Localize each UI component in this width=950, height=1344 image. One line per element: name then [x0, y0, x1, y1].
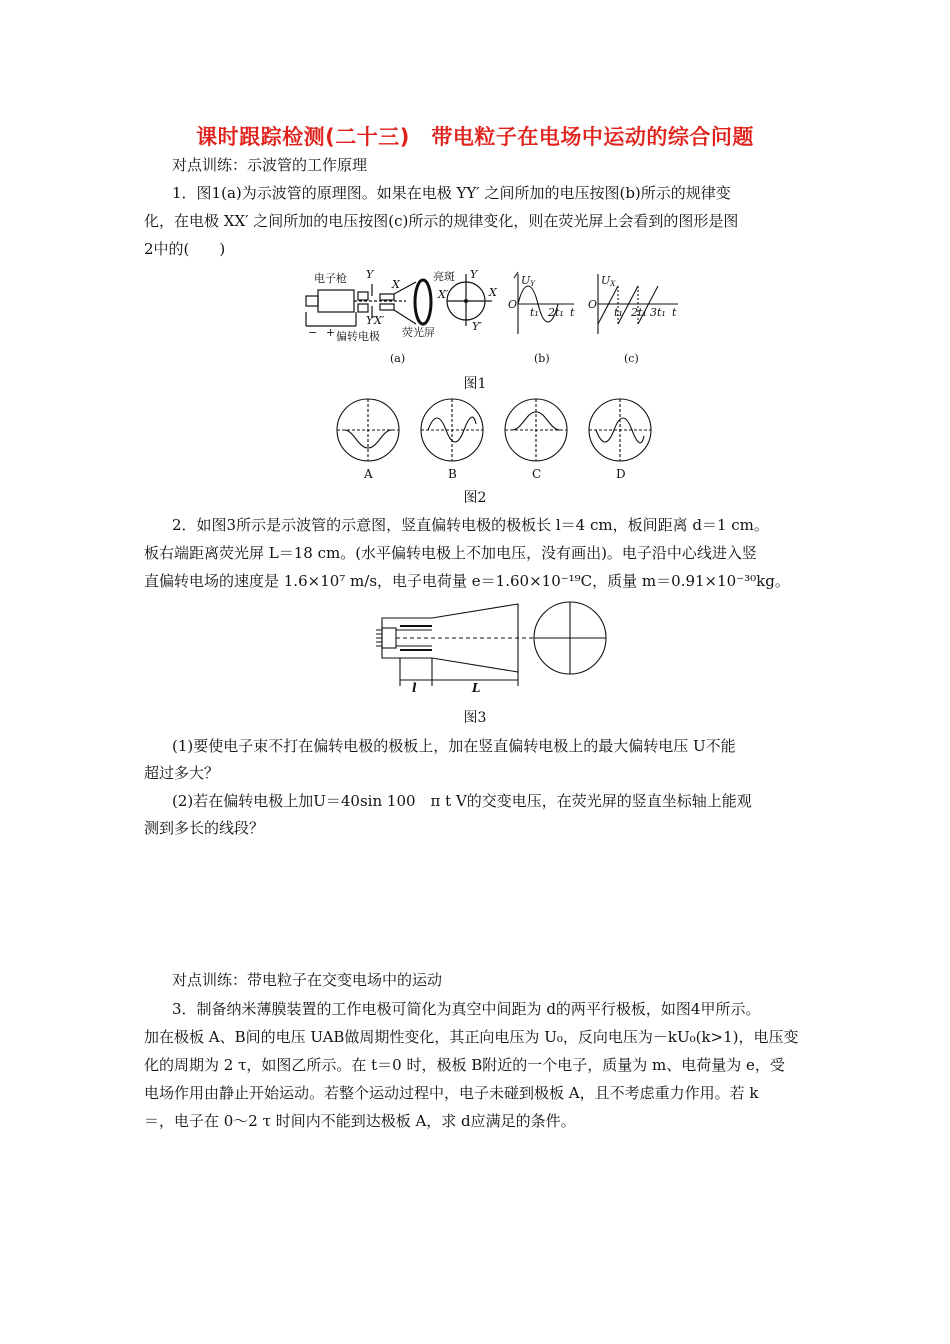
q3-line-1: 3．制备纳米薄膜装置的工作电极可简化为真空中间距为 d的两平行极板，如图4甲所示。 [172, 1000, 761, 1018]
q2-sub2-line-1: (2)若在偏转电极上加U＝40sin 100 π t V的交变电压，在荧光屏的竖直坐标轴上能观 [172, 792, 752, 810]
q2-sub1-line-2: 超过多大？ [144, 764, 220, 782]
figure-3-caption: 图3 [463, 710, 487, 726]
q3-line-3: 化的周期为 2 τ，如图乙所示。在 t＝0 时，极板 B附近的一个电子，质量为 m、电荷量为 e，受 [144, 1056, 785, 1074]
label-c: (c) [624, 352, 639, 365]
q3-line-5: ＝，电子在 0～2 τ 时间内不能到达极板 A，求 d应满足的条件。 [144, 1112, 576, 1130]
screen-yp-label: Y′ [472, 320, 482, 333]
screen-label: 荧光屏 [402, 326, 435, 339]
option-c-graph [505, 399, 567, 461]
q3-line-2: 加在极板 A、B间的电压 UAB做周期性变化，其正向电压为 U₀，反向电压为－kU₀(k>1)，电压变 [144, 1028, 799, 1046]
q2-line-1: 2．如图3所示是示波管的示意图，竖直偏转电极的极板长 l＝4 cm，板间距离 d＝1 cm。 [172, 516, 769, 534]
b-2t1: 2t₁ [548, 306, 564, 319]
screen-xp-label: X′ [438, 288, 449, 301]
option-d-graph [589, 399, 651, 461]
label-a: (a) [390, 352, 406, 365]
plus-sign: + [326, 326, 336, 339]
section-heading-2: 对点训练：带电粒子在交变电场中的运动 [172, 971, 443, 989]
q3-line-4: 电场作用由静止开始运动。若整个运动过程中，电子未碰到极板 A，且不考虑重力作用。若 k [144, 1084, 759, 1102]
x-label: X [392, 278, 400, 291]
length-l-label: l [412, 681, 417, 695]
c-2t1: 2t₁ [631, 306, 647, 319]
xp-label: X′ [374, 314, 385, 327]
label-b: (b) [534, 352, 550, 365]
q2-sub2-line-2: 测到多长的线段？ [144, 819, 265, 837]
page-title: 课时跟踪检测(二十三) 带电粒子在电场中运动的综合问题 [196, 125, 754, 149]
figure-1-caption: 图1 [463, 376, 487, 392]
option-d-label: D [616, 467, 626, 481]
b-t: t [570, 306, 575, 319]
yp-label: Y′ [366, 314, 376, 327]
y-label: Y [366, 268, 374, 281]
spot-label: 亮斑 [433, 270, 455, 283]
option-c-label: C [532, 467, 542, 481]
figure-3 [370, 600, 615, 696]
c-origin: O [588, 298, 598, 311]
minus-sign: − [308, 326, 318, 339]
q1-line-2: 化，在电极 XX′ 之间所加的电压按图(c)所示的规律变化，则在荧光屏上会看到的图形是图 [144, 212, 739, 230]
figure-1 [296, 264, 686, 372]
q1-line-1: 1．图1(a)为示波管的原理图。如果在电极 YY′ 之间所加的电压按图(b)所示的规律变 [172, 184, 731, 202]
c-axis-label: UX [601, 274, 616, 288]
q2-line-3: 直偏转电场的速度是 1.6×10⁷ m/s，电子电荷量 e＝1.60×10⁻¹⁹C，质量 m＝0.91×10⁻³⁰kg。 [144, 572, 790, 590]
c-3t1: 3t₁ [650, 306, 666, 319]
b-t1: t₁ [530, 306, 539, 319]
q1-line-3: 2中的( ) [144, 240, 226, 258]
length-L-label: L [472, 681, 481, 695]
c-t: t [672, 306, 677, 319]
q2-sub1-line-1: (1)要使电子束不打在偏转电极的极板上，加在竖直偏转电极上的最大偏转电压 U不能 [172, 737, 736, 755]
screen-x-label: X [489, 286, 497, 299]
screen-y-label: Y [470, 268, 478, 281]
electron-gun [318, 290, 354, 312]
section-heading-1: 对点训练：示波管的工作原理 [172, 156, 368, 174]
gun-label: 电子枪 [314, 272, 347, 285]
option-b-label: B [448, 467, 457, 481]
figure-2-caption: 图2 [463, 490, 487, 506]
c-t1: t₁ [614, 306, 623, 319]
deflector-label: 偏转电极 [336, 330, 380, 343]
option-b-graph [421, 399, 483, 461]
b-origin: O [508, 298, 518, 311]
q2-line-2: 板右端距离荧光屏 L＝18 cm。(水平偏转电极上不加电压，没有画出)。电子沿中心线进入竖 [144, 544, 757, 562]
option-a-graph [337, 399, 399, 461]
b-axis-label: UY [521, 274, 535, 288]
figure-2 [330, 396, 660, 484]
option-a-label: A [364, 467, 373, 481]
